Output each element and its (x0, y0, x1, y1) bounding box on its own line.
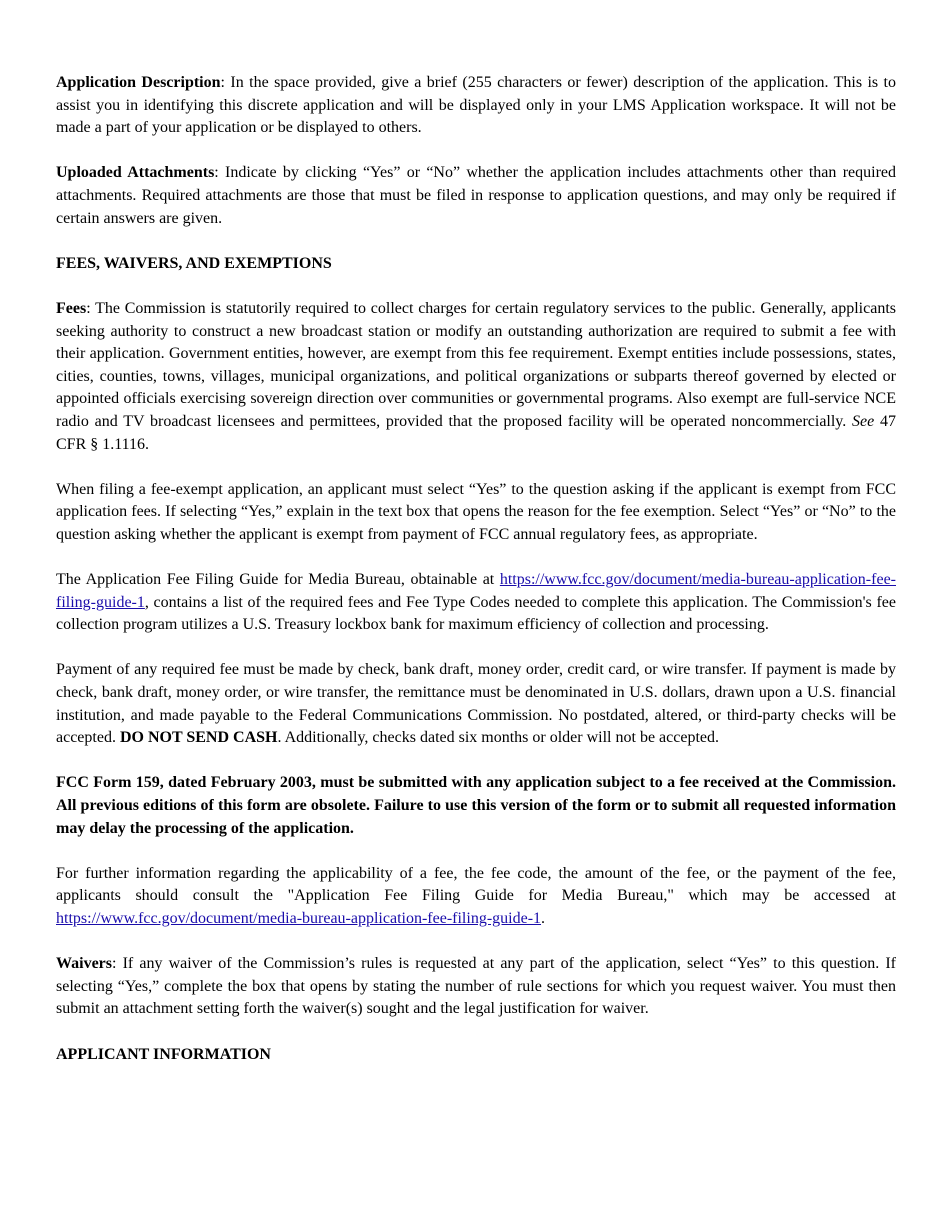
fees-label: Fees (56, 299, 87, 317)
fee-guide-link[interactable]: https://www.fcc.gov/document/media-bureau-application-fee-filing-guide-1 (56, 571, 896, 611)
application-description-label: Application Description (56, 74, 221, 91)
fees-paragraph (56, 298, 896, 456)
uploaded-attachments-paragraph (56, 162, 896, 230)
fee-exempt-paragraph: When filing a fee-exempt application, an applicant must select “Yes” to the question asking if the applicant is exempt from FCC application fees. If selecting “Yes,” explain in the text box that opens the reason for the fee exemption. Select “Yes” or “No” to the question asking whether the applicant is exempt from payment of FCC annual regulatory fees, as appropriate. (56, 480, 896, 543)
further-information-link[interactable]: https://www.fcc.gov/document/media-bureau-application-fee-filing-guide-1 (56, 909, 542, 927)
form-159-paragraph: FCC Form 159, dated February 2003, must be submitted with any application subject to a fee received at the Commission. All previous editions of this form are obsolete. Failure to use this version of the form or to submit all requested information may delay the processing of the application. (56, 774, 896, 837)
waivers-text: : If any waiver of the Commission’s rules is requested at any part of the application, select “Yes” to this question. If selecting “Yes,” complete the box that opens by stating the number of rule sections for which you request waiver. You must then submit an attachment setting forth the waiver(s) sought and the legal justification for waiver. (56, 955, 896, 1018)
payment-no-cash: DO NOT SEND CASH (119, 729, 278, 747)
uploaded-attachments-label: Uploaded Attachments (56, 164, 215, 182)
further-information-pre: For further information regarding the applicability of a fee, the fee code, the amount of the fee, or the payment of the fee, applicants should consult the "Application Fee Filing Guide for Media Bureau," which may be accessed at (56, 864, 896, 905)
fee-guide-paragraph (56, 569, 896, 637)
fee-guide-pre: The Application Fee Filing Guide for Media Bureau, obtainable at (56, 571, 500, 589)
payment-paragraph (56, 659, 896, 749)
fees-cite: 47 CFR § 1.1116. (56, 412, 896, 453)
further-information-paragraph (56, 863, 896, 931)
application-description-paragraph (56, 72, 896, 140)
uploaded-attachments-text: : Indicate by clicking “Yes” or “No” whether the application includes attachments other than required attachments. Required attachments are those that must be filed in response to application questions, and may only be required if certain answers are given. (56, 164, 896, 227)
waivers-paragraph (56, 953, 896, 1021)
waivers-label: Waivers (56, 955, 112, 973)
document-page (56, 72, 896, 1089)
payment-post: . Additionally, checks dated six months or older will not be accepted. (277, 729, 719, 747)
further-information-post: . (541, 909, 546, 927)
application-description-text: : In the space provided, give a brief (255 characters or fewer) description of the application. This is to assist you in identifying this discrete application and will be displayed only in your LMS Application workspace. It will not be made a part of your application or be displayed to others. (56, 74, 896, 137)
fee-guide-post: , contains a list of the required fees and Fee Type Codes needed to complete this application. The Commission's fee collection program utilizes a U.S. Treasury lockbox bank for maximum efficiency of collection and processing. (56, 593, 896, 634)
applicant-information-heading: APPLICANT INFORMATION (56, 1045, 271, 1063)
payment-pre: Payment of any required fee must be made by check, bank draft, money order, credit card, or wire transfer. If payment is made by check, bank draft, money order, or wire transfer, the remittance must be denominated in U.S. dollars, drawn upon a U.S. financial institution, and made payable to the Federal Communications Commission. No postdated, altered, or third-party checks will be accepted. (56, 661, 896, 747)
fees-text: : The Commission is statutorily required to collect charges for certain regulatory services to the public. Generally, applicants seeking authority to construct a new broadcast station or modify an outstanding authorization are required to submit a fee with their application. Government entities, however, are exempt from this fee requirement. Exempt entities include possessions, states, cities, counties, towns, villages, municipal organizations, and political organizations or subparts thereof governed by elected or appointed officials exercising sovereign direction over communities or governmental programs. Also exempt are full-service NCE radio and TV broadcast licensees and permittees, provided that the proposed facility will be operated noncommercially. (56, 299, 896, 430)
fees-see: See (852, 412, 875, 430)
fees-waivers-exemptions-heading: FEES, WAIVERS, AND EXEMPTIONS (56, 254, 332, 272)
